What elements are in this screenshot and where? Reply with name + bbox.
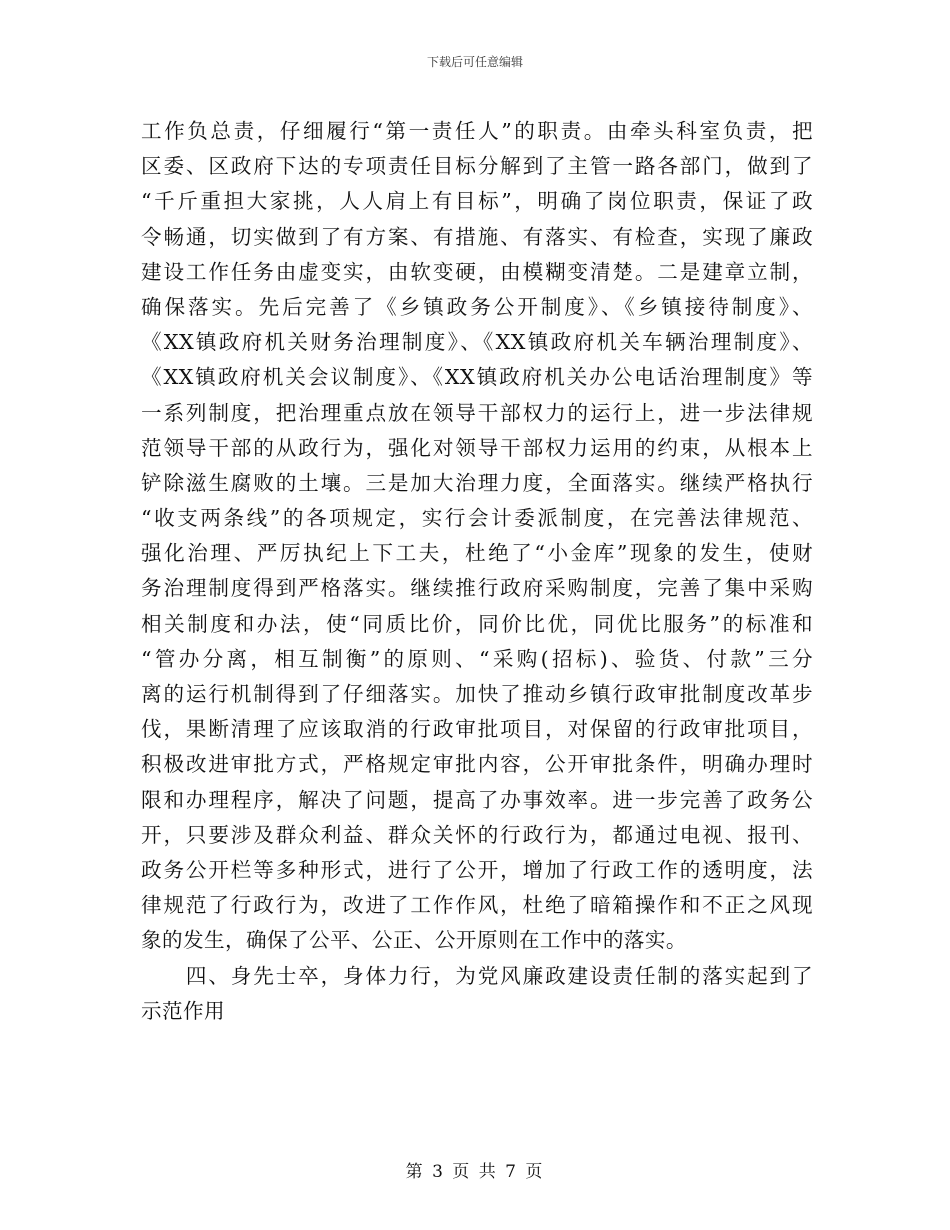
text-line: 《XX镇政府机关财务治理制度》、《XX镇政府机关车辆治理制度》、 [141, 330, 813, 355]
page-header: 下载后可任意编辑 [426, 55, 523, 69]
text-line: 离的运行机制得到了仔细落实。加快了推动乡镇行政审批制度改革步 [141, 682, 813, 706]
text-line: 范领导干部的从政行为，强化对领导干部权力运用的约束，从根本上 [141, 435, 813, 460]
text-line: 限和办理程序，解决了问题，提高了办事效率。进一步完善了政务公 [141, 787, 813, 812]
text-line: 铲除滋生腐败的土壤。三是加大治理力度，全面落实。继续严格执行 [141, 470, 813, 495]
section-heading-line: 四、身先士卒，身体力行，为党风廉政建设责任制的落实起到了 [141, 963, 813, 988]
page-number: 第 3 页 共 7 页 [405, 1162, 545, 1182]
text-line: “千斤重担大家挑，人人肩上有目标”，明确了岗位职责，保证了政 [141, 189, 813, 214]
section-heading-line: 示范作用 [141, 998, 225, 1023]
text-line: 确保落实。先后完善了《乡镇政务公开制度》、《乡镇接待制度》、 [141, 294, 813, 319]
text-line: 伐，果断清理了应该取消的行政审批项目，对保留的行政审批项目， [141, 717, 813, 742]
text-line: 《XX镇政府机关会议制度》、《XX镇政府机关办公电话治理制度》等 [141, 365, 813, 390]
document-body [141, 114, 813, 1029]
text-line: 令畅通，切实做到了有方案、有措施、有落实、有检查，实现了廉政 [141, 224, 813, 249]
text-line: 象的发生，确保了公平、公正、公开原则在工作中的落实。 [141, 928, 687, 953]
text-line: 开，只要涉及群众利益、群众关怀的行政行为，都通过电视、报刊、 [141, 822, 813, 847]
text-line: “管办分离，相互制衡”的原则、“采购(招标)、验货、付款”三分 [141, 646, 813, 671]
text-line: 政务公开栏等多种形式，进行了公开，增加了行政工作的透明度，法 [141, 857, 813, 882]
text-line: 强化治理、严厉执纪上下工夫，杜绝了“小金库”现象的发生，使财 [141, 541, 813, 566]
text-line: 相关制度和办法，使“同质比价，同价比优，同优比服务”的标准和 [141, 611, 813, 636]
text-line: 区委、区政府下达的专项责任目标分解到了主管一路各部门，做到了 [141, 154, 813, 179]
text-line: 一系列制度，把治理重点放在领导干部权力的运行上，进一步法律规 [141, 400, 813, 425]
text-line: “收支两条线”的各项规定，实行会计委派制度，在完善法律规范、 [141, 506, 813, 531]
text-line: 建设工作任务由虚变实，由软变硬，由模糊变清楚。二是建章立制， [141, 259, 813, 284]
text-line: 积极改进审批方式，严格规定审批内容，公开审批条件，明确办理时 [141, 752, 813, 777]
text-line: 律规范了行政行为，改进了工作作风，杜绝了暗箱操作和不正之风现 [141, 893, 813, 918]
text-line: 工作负总责，仔细履行“第一责任人”的职责。由牵头科室负责，把 [141, 119, 813, 143]
text-line: 务治理制度得到严格落实。继续推行政府采购制度，完善了集中采购 [141, 576, 813, 601]
